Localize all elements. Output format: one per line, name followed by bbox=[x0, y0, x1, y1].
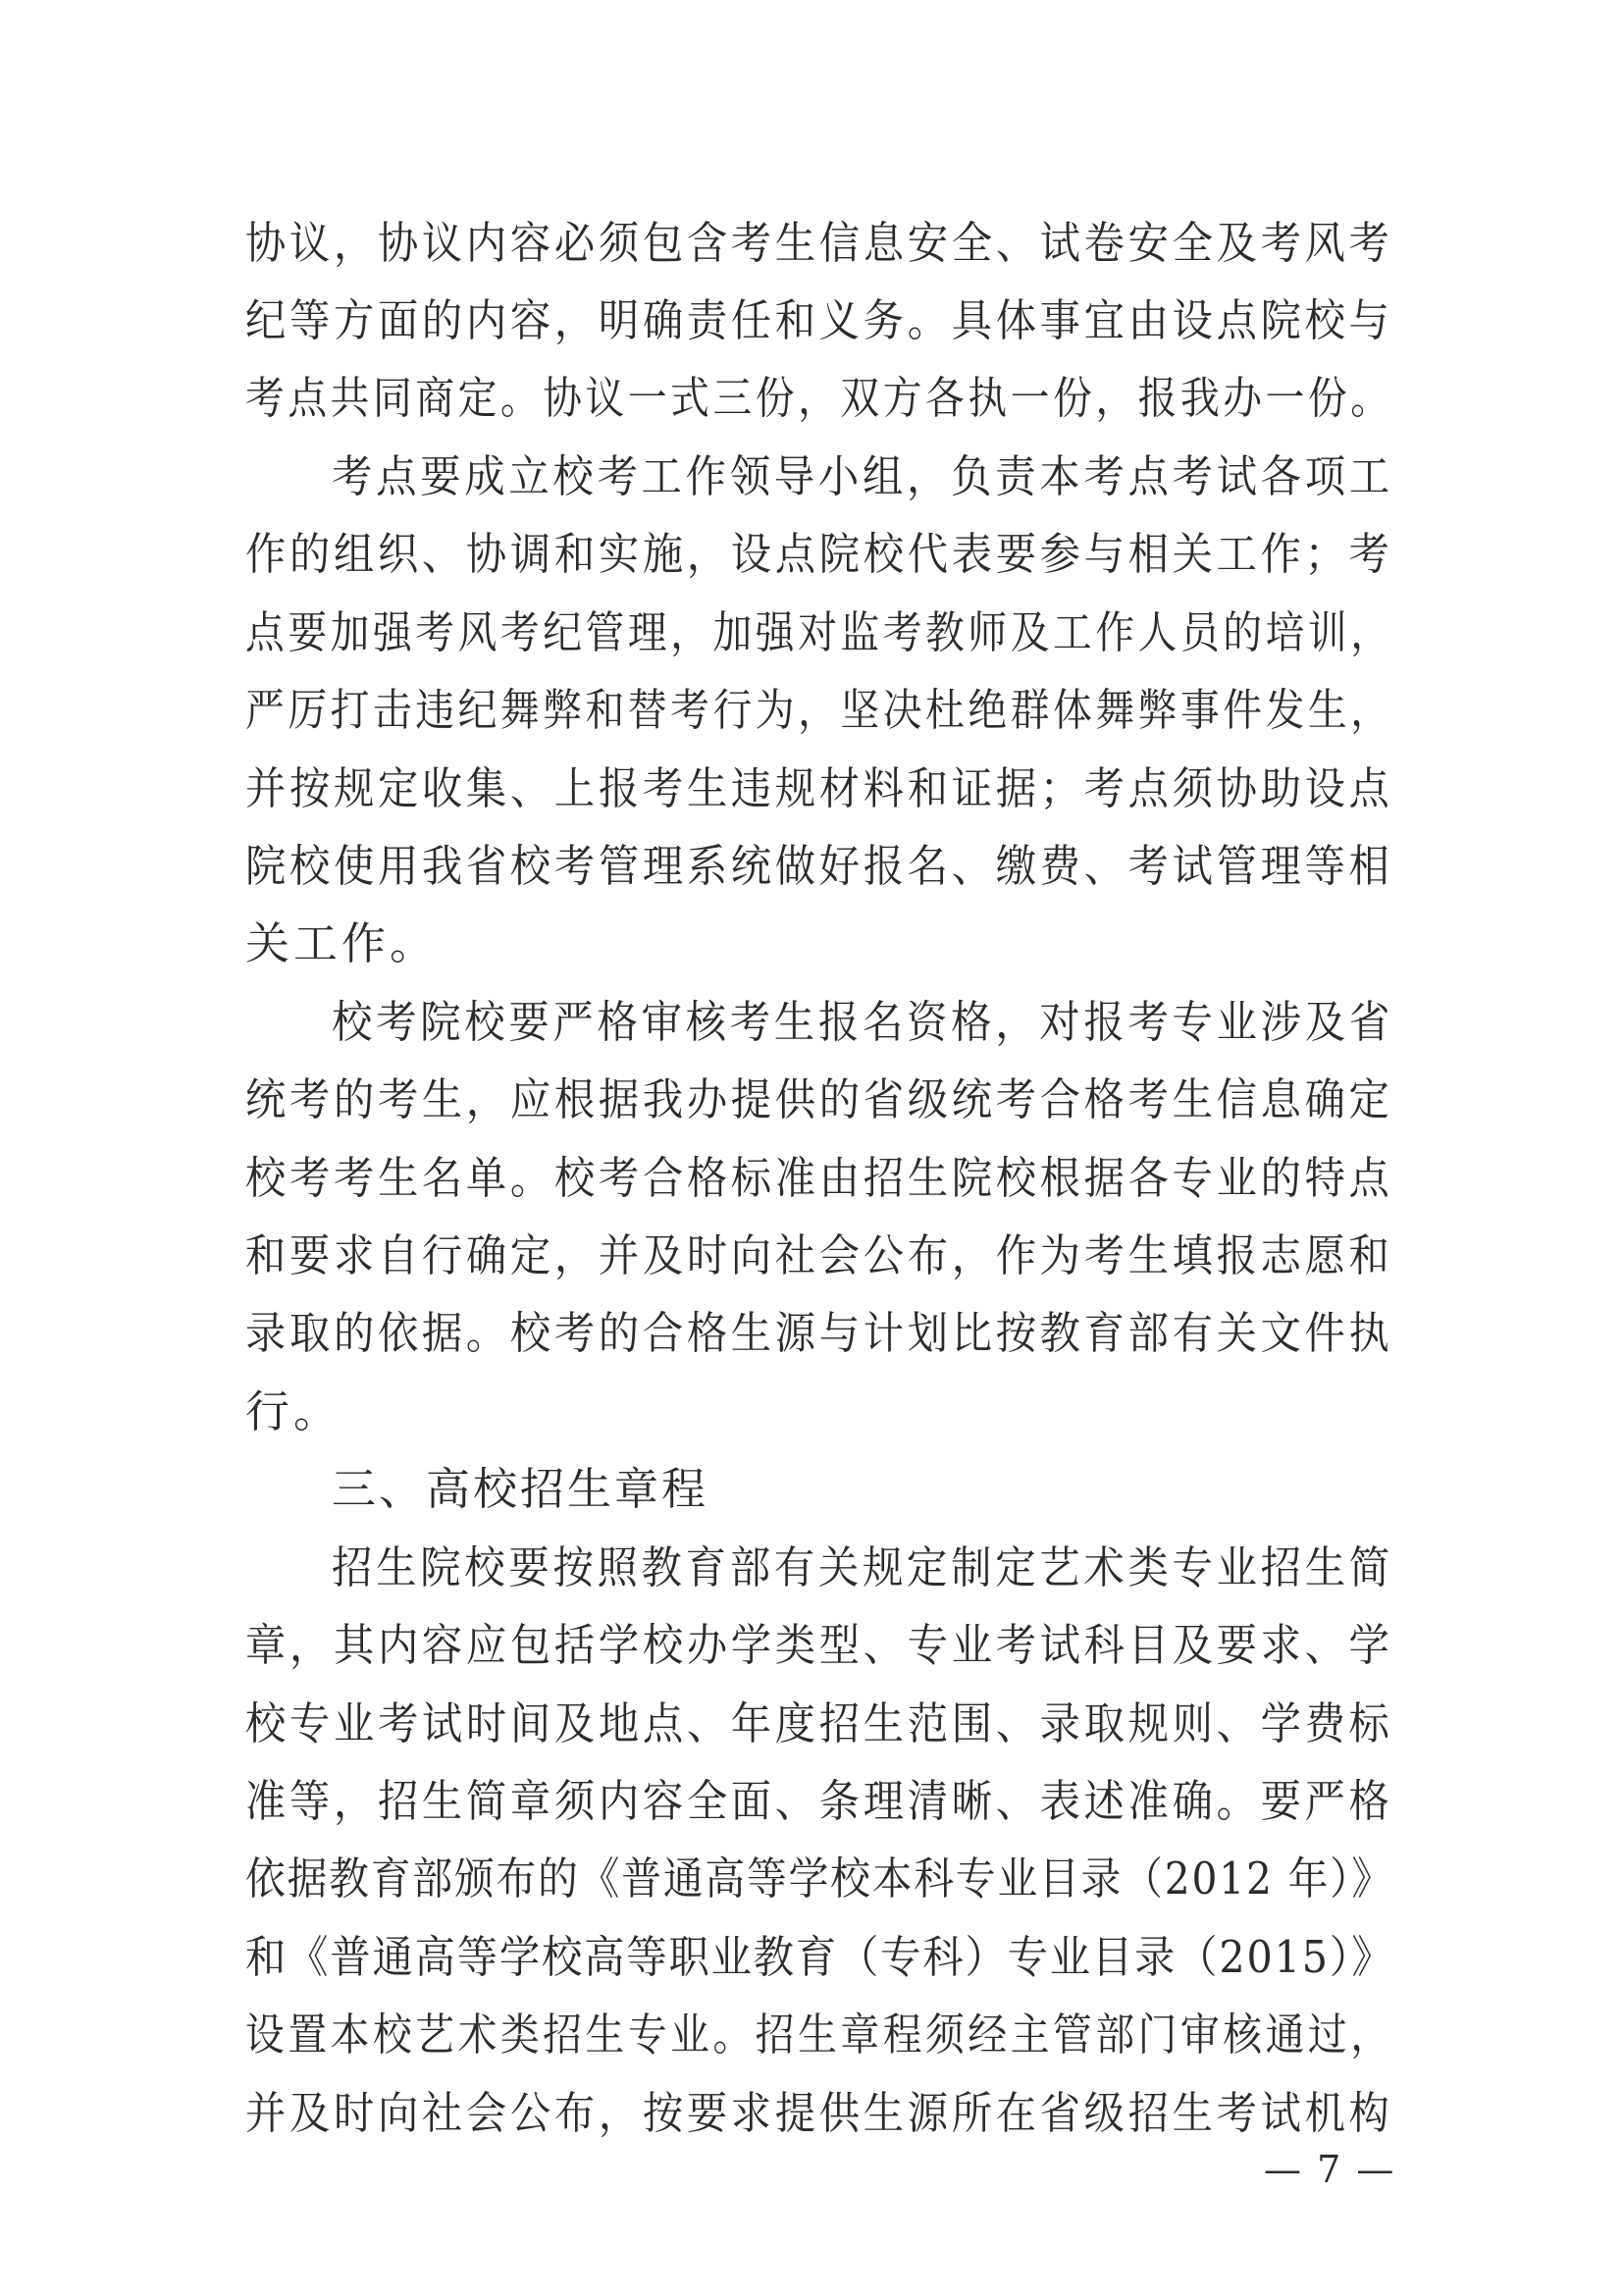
body-line: 并按规定收集、上报考生违规材料和证据；考点须协助设点 bbox=[245, 762, 1393, 814]
body-line: 章，其内容应包括学校办学类型、专业考试科目及要求、学 bbox=[245, 1619, 1393, 1671]
body-line: 设置本校艺术类招生专业。招生章程须经主管部门审核通过， bbox=[245, 2009, 1393, 2061]
body-line: 录取的依据。校考的合格生源与计划比按教育部有关文件执 bbox=[245, 1307, 1393, 1359]
body-line: 和要求自行确定，并及时向社会公布，作为考生填报志愿和 bbox=[245, 1229, 1393, 1281]
section-heading: 三、高校招生章程 bbox=[332, 1463, 709, 1515]
body-line: 依据教育部颁布的《普通高等学校本科专业目录（2012 年）》 bbox=[245, 1852, 1393, 1905]
body-line: 统考的考生，应根据我办提供的省级统考合格考生信息确定 bbox=[245, 1073, 1393, 1125]
body-line: 和《普通高等学校高等职业教育（专科）专业目录（2015）》 bbox=[245, 1931, 1394, 1983]
body-line: 点要加强考风考纪管理，加强对监考教师及工作人员的培训， bbox=[245, 606, 1393, 658]
body-line: 校专业考试时间及地点、年度招生范围、录取规则、学费标 bbox=[245, 1697, 1393, 1749]
body-line: 协议，协议内容必须包含考生信息安全、试卷安全及考风考 bbox=[245, 217, 1393, 269]
body-line: 校考考生名单。校考合格标准由招生院校根据各专业的特点 bbox=[245, 1152, 1393, 1204]
body-line: 纪等方面的内容，明确责任和义务。具体事宜由设点院校与 bbox=[245, 294, 1393, 346]
body-line: 关工作。 bbox=[245, 917, 439, 969]
paragraph-first-line: 考点要成立校考工作领导小组，负责本考点考试各项工 bbox=[332, 450, 1393, 502]
page-number: — 7 — bbox=[1264, 2148, 1396, 2191]
body-line: 并及时向社会公布，按要求提供生源所在省级招生考试机构 bbox=[245, 2087, 1393, 2139]
body-line: 考点共同商定。协议一式三份，双方各执一份，报我办一份。 bbox=[245, 372, 1393, 424]
body-line: 行。 bbox=[245, 1385, 342, 1437]
body-line: 严厉打击违纪舞弊和替考行为，坚决杜绝群体舞弊事件发生， bbox=[245, 684, 1393, 736]
paragraph-first-line: 校考院校要严格审核考生报名资格，对报考专业涉及省 bbox=[332, 996, 1393, 1048]
paragraph-first-line: 招生院校要按照教育部有关规定制定艺术类专业招生简 bbox=[332, 1541, 1393, 1593]
body-line: 院校使用我省校考管理系统做好报名、缴费、考试管理等相 bbox=[245, 840, 1393, 892]
body-line: 作的组织、协调和实施，设点院校代表要参与相关工作；考 bbox=[245, 528, 1393, 580]
body-line: 准等，招生简章须内容全面、条理清晰、表述准确。要严格 bbox=[245, 1775, 1393, 1827]
